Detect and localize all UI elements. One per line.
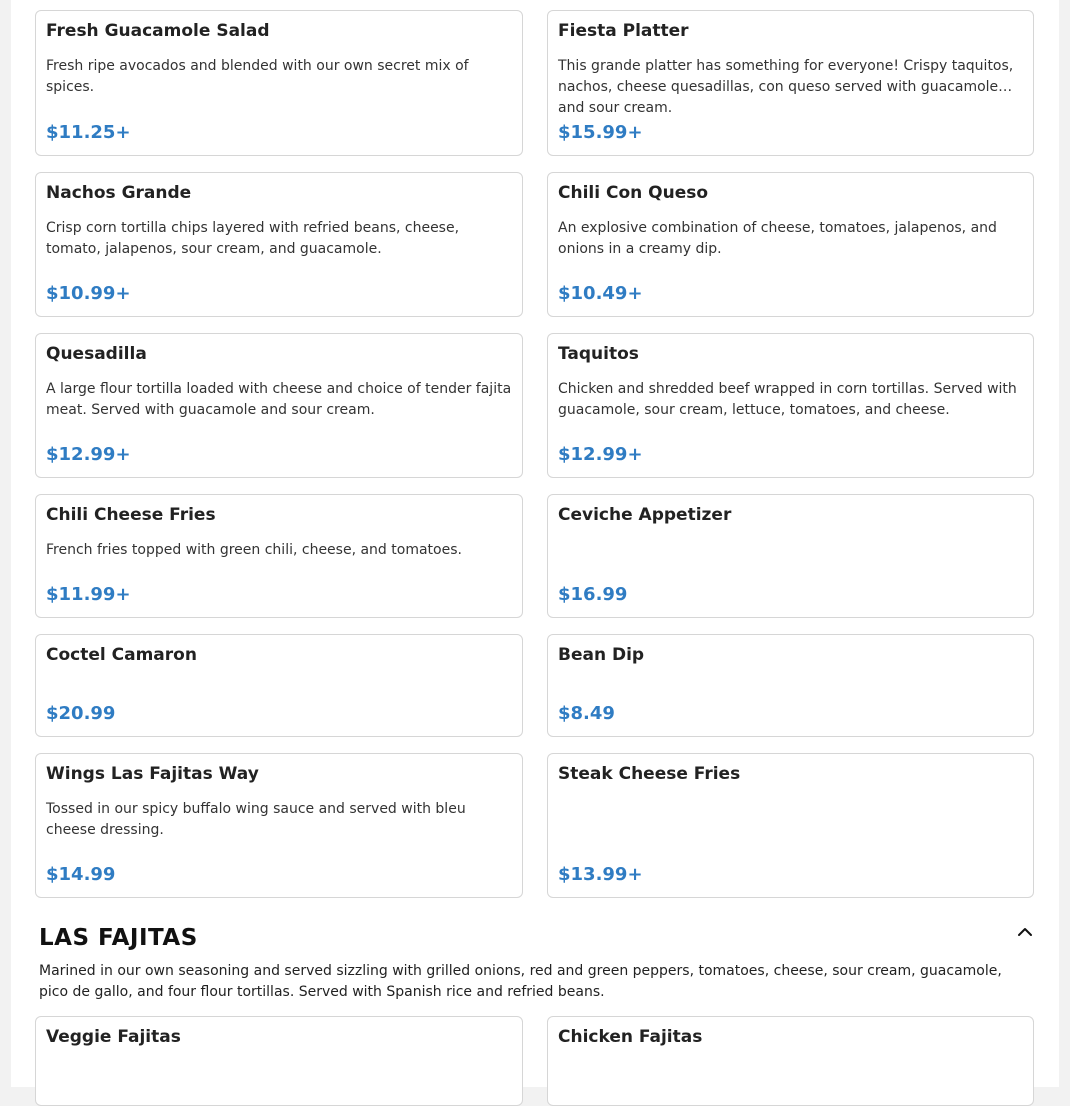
item-price: $14.99 (46, 864, 116, 885)
item-name: Chicken Fajitas (558, 1027, 703, 1047)
section-title: LAS FAJITAS (39, 925, 198, 951)
item-name: Veggie Fajitas (46, 1027, 181, 1047)
menu-item-card[interactable] (35, 10, 523, 156)
item-name: Nachos Grande (46, 183, 192, 203)
item-price: $15.99+ (558, 122, 643, 143)
menu-item-card[interactable] (35, 634, 523, 737)
menu-item-card[interactable] (547, 494, 1034, 618)
item-name: Coctel Camaron (46, 645, 197, 665)
menu-item-card[interactable] (547, 10, 1034, 156)
item-description: Fresh ripe avocados and blended with our own secret mix of spices. (46, 58, 469, 95)
item-name: Wings Las Fajitas Way (46, 764, 259, 784)
menu-item-card[interactable] (547, 333, 1034, 478)
item-description: Chicken and shredded beef wrapped in corn tortillas. Served with guacamole, sour cream, lettuce, tomatoes, and cheese. (558, 381, 1017, 418)
item-price: $11.25+ (46, 122, 131, 143)
menu-item-card[interactable] (547, 172, 1034, 317)
item-name: Chili Con Queso (558, 183, 709, 203)
menu-item-card[interactable] (547, 753, 1034, 898)
menu-item-card[interactable] (35, 172, 523, 317)
item-name: Fiesta Platter (558, 21, 689, 41)
item-price: $20.99 (46, 703, 116, 724)
item-name: Quesadilla (46, 344, 147, 364)
item-price: $11.99+ (46, 584, 131, 605)
item-name: Steak Cheese Fries (558, 764, 741, 784)
menu-item-card[interactable] (35, 333, 523, 478)
item-description: An explosive combination of cheese, tomatoes, jalapenos, and onions in a creamy dip. (558, 220, 997, 257)
menu-page (11, 0, 1059, 1087)
item-price: $12.99+ (46, 444, 131, 465)
item-price: $12.99+ (558, 444, 643, 465)
item-description: This grande platter has something for everyone! Crispy taquitos, nachos, cheese quesadillas, con queso served with guacamole and sour cream. (558, 58, 1014, 116)
menu-item-card[interactable] (35, 494, 523, 618)
item-price: $10.49+ (558, 283, 643, 304)
item-price: $8.49 (558, 703, 615, 724)
item-name: Taquitos (558, 344, 639, 364)
item-price: $16.99 (558, 584, 628, 605)
section-description: Marined in our own seasoning and served sizzling with grilled onions, red and green peppers, tomatoes, cheese, sour cream, guacamole, pico de gallo, and four flour tortillas. Served with Spanish rice and refried beans. (39, 963, 1002, 1000)
menu-item-card[interactable] (35, 1016, 523, 1106)
item-description: French fries topped with green chili, cheese, and tomatoes. (46, 542, 462, 558)
item-name: Ceviche Appetizer (558, 505, 732, 525)
menu-item-card[interactable] (547, 1016, 1034, 1106)
item-name: Bean Dip (558, 645, 645, 665)
item-description: Crisp corn tortilla chips layered with refried beans, cheese, tomato, jalapenos, sour cream, and guacamole. (46, 220, 460, 257)
item-price: $13.99+ (558, 864, 643, 885)
menu-item-card[interactable] (35, 753, 523, 898)
item-name: Chili Cheese Fries (46, 505, 216, 525)
item-name: Fresh Guacamole Salad (46, 21, 270, 41)
menu-item-card[interactable] (547, 634, 1034, 737)
item-description: A large flour tortilla loaded with cheese and choice of tender fajita meat. Served with guacamole and sour cream. (46, 381, 512, 418)
item-description: Tossed in our spicy buffalo wing sauce and served with bleu cheese dressing. (46, 801, 466, 838)
chevron-up-icon[interactable] (1015, 922, 1035, 942)
item-price: $10.99+ (46, 283, 131, 304)
